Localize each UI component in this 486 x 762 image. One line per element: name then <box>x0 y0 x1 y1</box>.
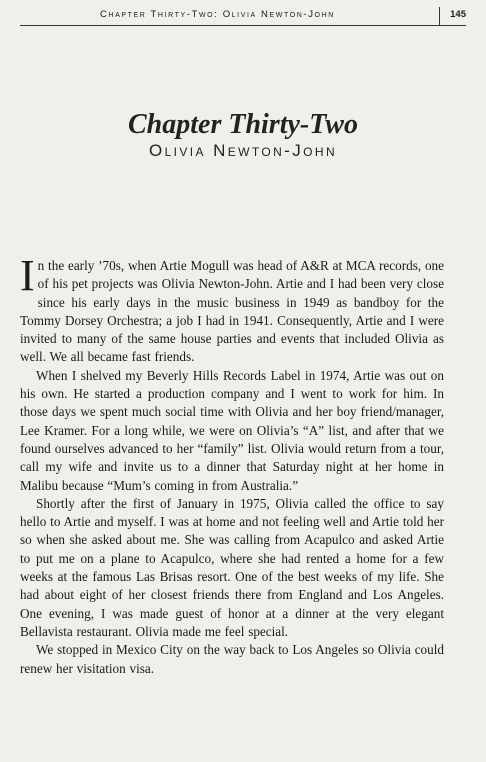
paragraph-1 <box>20 251 444 367</box>
running-head-divider <box>439 7 440 25</box>
running-head-title: Chapter Thirty-Two: Olivia Newton-John <box>100 9 335 20</box>
paragraph-2: When I shelved my Beverly Hills Records Label in 1974, Artie was out on his own. He started a production company and I went to work for him. In those days we spent much social time with Olivia and her boy friend/manager, Lee Kramer. For a long while, we were on Olivia’s “A” list, and after that we found ourselves advanced to her “family” list. Olivia would return from a tour, call my wife and invite us to a dinner that Saturday night at her home in Malibu because “Mum’s coming in from Australia.” <box>20 367 444 493</box>
chapter-title: Chapter Thirty-Two <box>128 109 358 140</box>
paragraph-1-text: n the early ’70s, when Artie Mogull was head of A&R at MCA records, one of his pet projects was Olivia Newton-John. Artie and I had been very close since his early days in the music business in 1949 as bandboy for the Tommy Dorsey Orchestra; a job I had in 1941. Consequently, Artie and I were invited to many of the same house parties and events that included Olivia as well. We all became fast friends. <box>20 258 444 365</box>
paragraph-3: Shortly after the first of January in 1975, Olivia called the office to say hello to Artie and myself. I was at home and not feeling well and Artie told her so when she asked about me. She was calling from Acapulco and asked Artie to put me on a plane to Acapulco, where she had rented a home for a few weeks at the famous Las Brisas resort. One of the best weeks of my life. She had about eight of her closest friends there from England and Los Angeles. One evening, I was made guest of honor at a dinner at the very elegant Bellavista restaurant. Olivia made me feel special. <box>20 495 444 639</box>
running-head <box>20 9 466 26</box>
page-number: 145 <box>450 9 466 20</box>
chapter-body <box>20 251 444 678</box>
paragraph-4: We stopped in Mexico City on the way back to Los Angeles so Olivia could renew her visitation visa. <box>20 642 444 676</box>
chapter-heading <box>0 110 486 162</box>
drop-cap: I <box>20 251 35 300</box>
chapter-subtitle: Olivia Newton-John <box>148 141 338 160</box>
